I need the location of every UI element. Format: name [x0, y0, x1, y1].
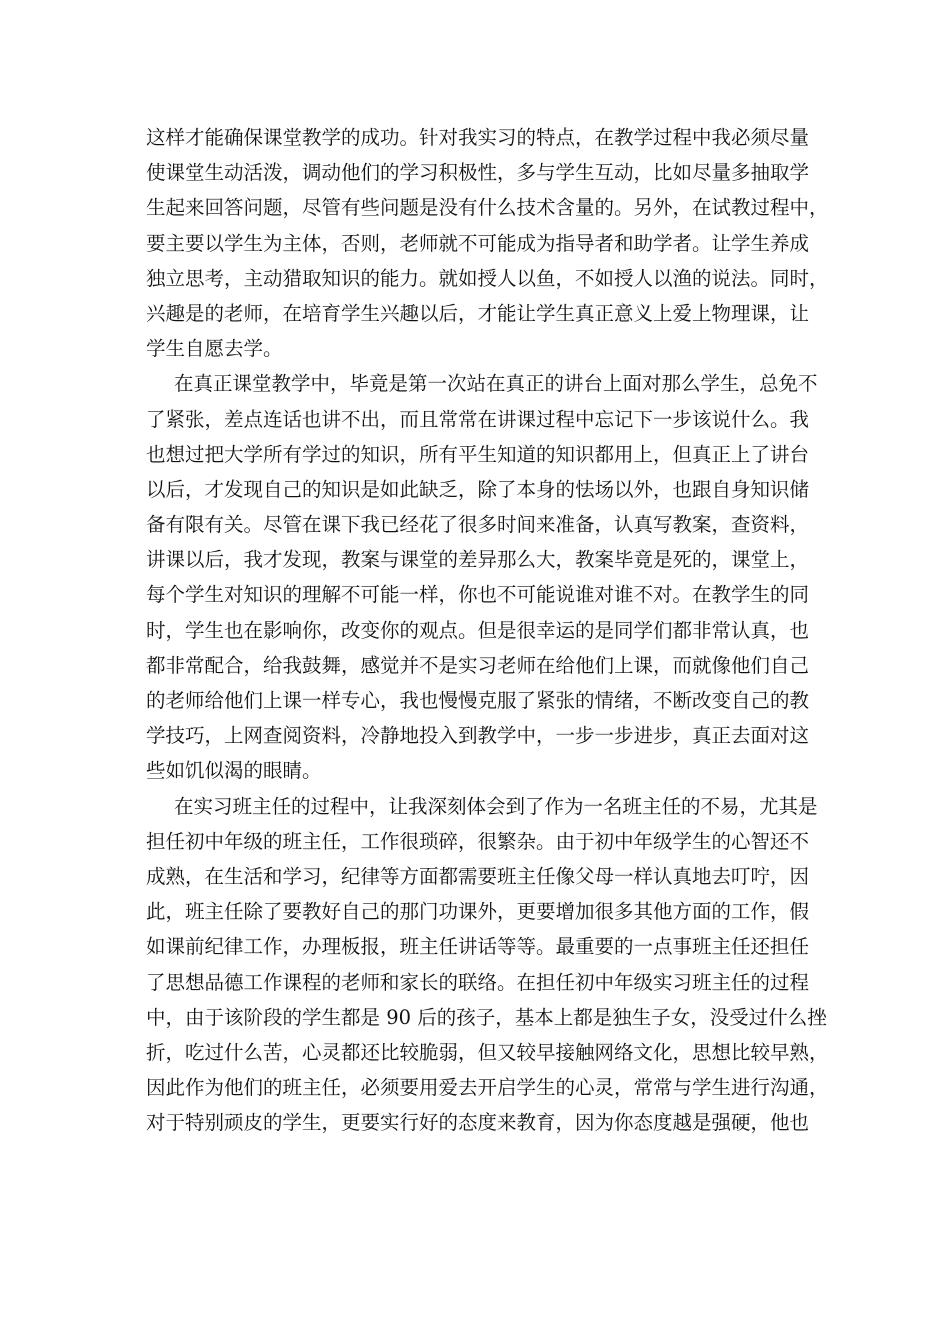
text-line: 备有限有关。尽管在课下我已经花了很多时间来准备，认真写教案，查资料，: [146, 513, 810, 537]
text-line: 兴趣是的老师，在培育学生兴趣以后，才能让学生真正意义上爱上物理课，让: [146, 301, 810, 325]
text-line: 要主要以学生为主体，否则，老师就不可能成为指导者和助学者。让学生养成: [146, 231, 810, 255]
text-line: 在实习班主任的过程中，让我深刻体会到了作为一名班主任的不易，尤其是: [174, 794, 818, 818]
paragraph-2: [146, 366, 818, 788]
text-line: 使课堂生动活泼，调动他们的学习积极性，多与学生互动，比如尽量多抽取学: [146, 161, 810, 185]
text-line: 如课前纪律工作，办理板报，班主任讲话等等。最重要的一点事班主任还担任: [146, 935, 810, 959]
document-body: [146, 120, 829, 1140]
text-line: 讲课以后，我才发现，教案与课堂的差异那么大，教案毕竟是死的，课堂上，: [146, 548, 810, 572]
text-line: 在真正课堂教学中，毕竟是第一次站在真正的讲台上面对那么学生，总免不: [174, 372, 818, 396]
paragraph-1: [146, 120, 829, 366]
text-line: 以后，才发现自己的知识是如此缺乏，除了本身的怯场以外，也跟自身知识储: [146, 477, 810, 501]
text-line: 了思想品德工作课程的老师和家长的联络。在担任初中年级实习班主任的过程: [146, 970, 810, 994]
text-line: 也想过把大学所有学过的知识，所有平生知道的知识都用上，但真正上了讲台: [146, 442, 810, 466]
text-line: 学生自愿去学。: [146, 337, 283, 361]
text-line: 中，由于该阶段的学生都是 90 后的孩子，基本上都是独生子女，没受过什么挫: [146, 1005, 827, 1029]
text-line: 生起来回答问题，尽管有些问题是没有什么技术含量的。另外，在试教过程中，: [146, 196, 829, 220]
text-line: 的老师给他们上课一样专心，我也慢慢克服了紧张的情绪，不断改变自己的教: [146, 689, 810, 712]
text-line: 了紧张，差点连话也讲不出，而且常常在讲课过程中忘记下一步该说什么。我: [146, 407, 810, 431]
text-line: 些如饥似渴的眼睛。: [146, 759, 322, 783]
text-line: 学技巧，上网查阅资料，冷静地投入到教学中，一步一步进步，真正去面对这: [146, 724, 810, 748]
text-line: 时，学生也在影响你，改变你的观点。但是很幸运的是同学们都非常认真，也: [146, 618, 810, 642]
text-line: 成熟，在生活和学习，纪律等方面都需要班主任像父母一样认真地去叮咛，因: [146, 864, 810, 888]
text-line: 对于特别顽皮的学生，更要实行好的态度来教育，因为你态度越是强硬，他也: [146, 1111, 810, 1135]
text-line: 担任初中年级的班主任，工作很琐碎，很繁杂。由于初中年级学生的心智还不: [146, 829, 810, 853]
text-line: 都非常配合，给我鼓舞，感觉并不是实习老师在给他们上课，而就像他们自己: [146, 653, 810, 677]
text-line: 此，班主任除了要教好自己的那门功课外，更要增加很多其他方面的工作，假: [146, 900, 810, 924]
text-line: 每个学生对知识的理解不可能一样，你也不可能说谁对谁不对。在教学生的同: [146, 583, 810, 607]
paragraph-3: [146, 789, 829, 1141]
text-line: 这样才能确保课堂教学的成功。针对我实习的特点，在教学过程中我必须尽量: [146, 126, 810, 149]
text-line: 独立思考，主动猎取知识的能力。就如授人以鱼，不如授人以渔的说法。同时，: [146, 266, 829, 290]
text-line: 因此作为他们的班主任，必须要用爱去开启学生的心灵，常常与学生进行沟通，: [146, 1076, 829, 1100]
text-line: 折，吃过什么苦，心灵都还比较脆弱，但又较早接触网络文化，思想比较早熟，: [146, 1040, 829, 1064]
